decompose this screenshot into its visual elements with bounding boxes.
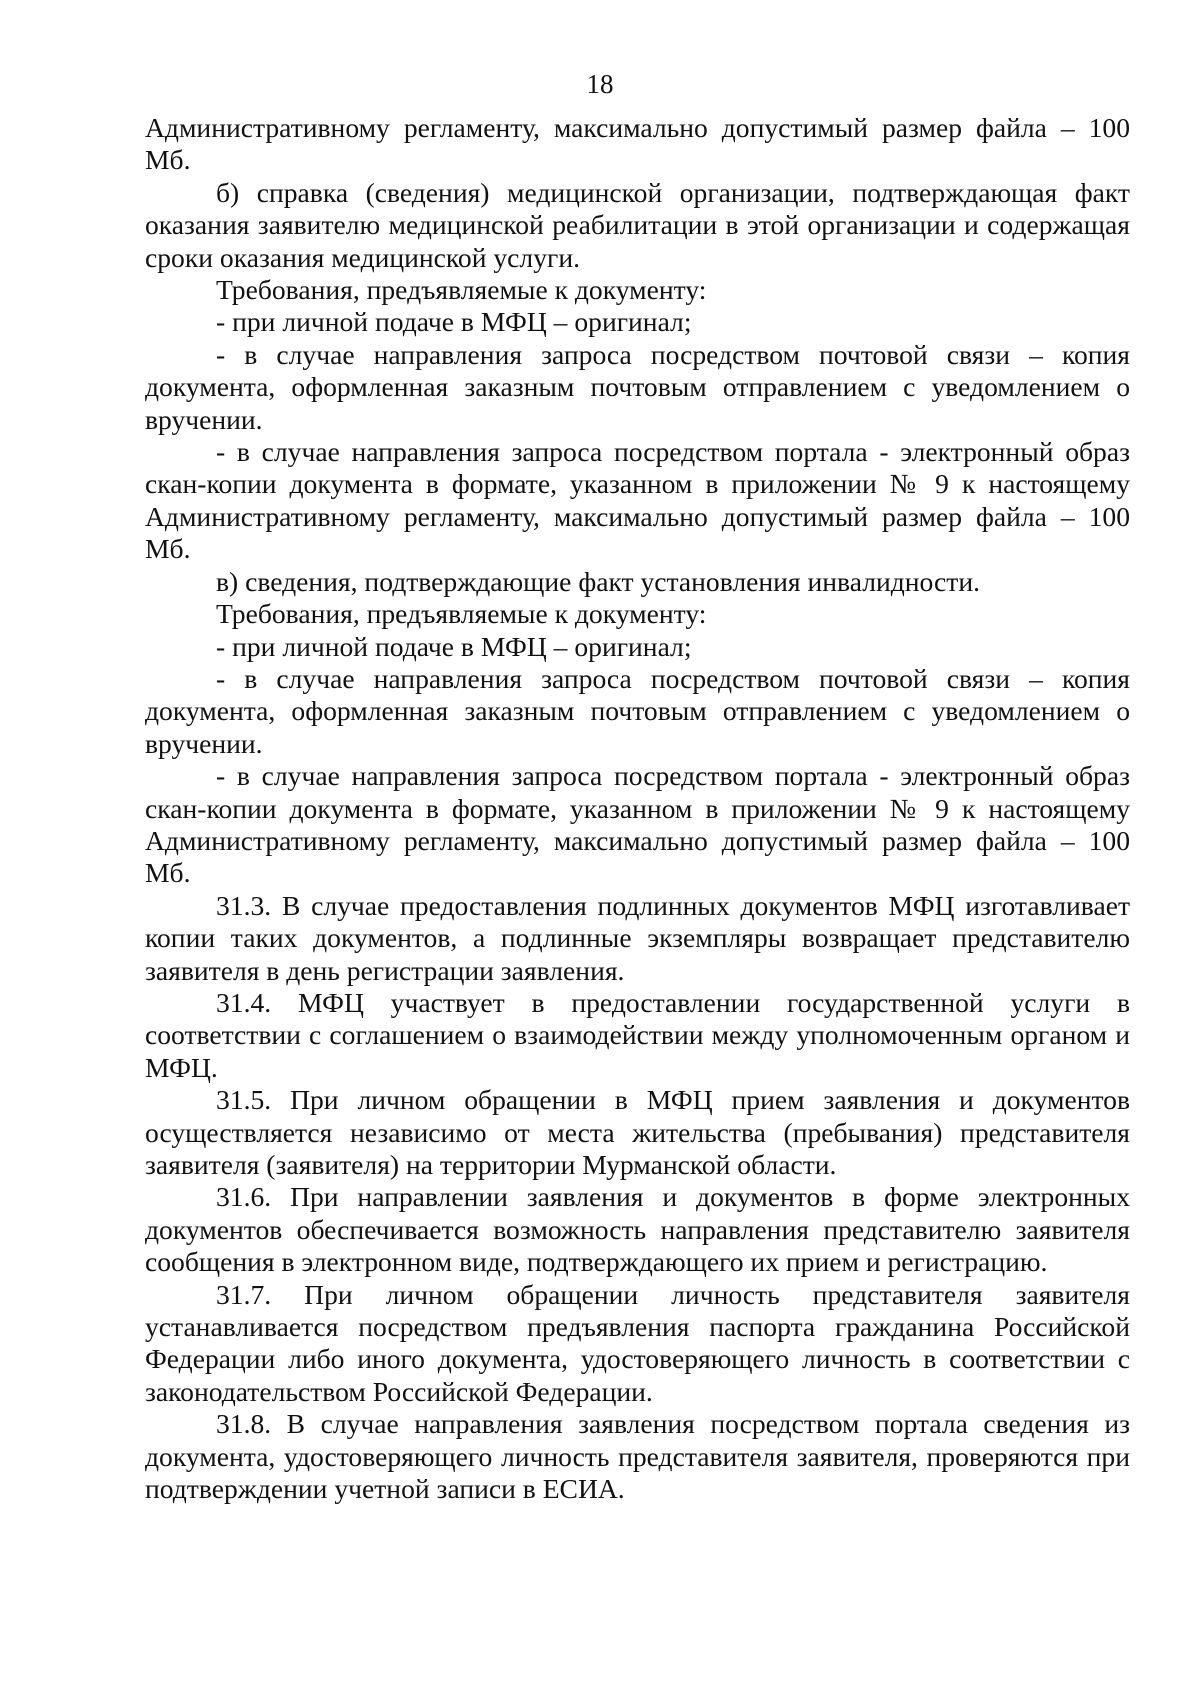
paragraph-31-4: 31.4. МФЦ участвует в предоставлении государственной услуги в соответствии с соглашением о взаимодействии между уполномоченным органом и МФЦ. bbox=[145, 986, 1130, 1083]
paragraph-31-3: 31.3. В случае предоставления подлинных документов МФЦ изготавливает копии таких документов, а подлинные экземпляры возвращает представителю заявителя в день регистрации заявления. bbox=[145, 889, 1130, 986]
paragraph-continuation: Административному регламенту, максимально допустимый размер файла – 100 Мб. bbox=[145, 112, 1130, 176]
paragraph-requirement-portal: - в случае направления запроса посредством портала - электронный образ скан-копии документа в формате, указанном в приложении № 9 к настоящему Административному регламенту, максимально допустимый размер файла – 100 Мб. bbox=[145, 760, 1130, 889]
paragraph-31-5: 31.5. При личном обращении в МФЦ прием заявления и документов осуществляется независимо от места жительства (пребывания) представителя заявителя (заявителя) на территории Мурманской области. bbox=[145, 1084, 1130, 1180]
paragraph-31-7: 31.7. При личном обращении личность представителя заявителя устанавливается посредством предъявления паспорта гражданина Российской Федерации либо иного документа, удостоверяющего личность в соответствии с законодательством Российской Федерации. bbox=[145, 1278, 1130, 1407]
paragraph-item-b: б) справка (сведения) медицинской организации, подтверждающая факт оказания заявителю медицинской реабилитации в этой организации и содержащая сроки оказания медицинской услуги. bbox=[145, 176, 1130, 273]
paragraph-item-v: в) сведения, подтверждающие факт установления инвалидности. bbox=[216, 565, 981, 597]
paragraph-requirements-heading: Требования, предъявляемые к документу: bbox=[216, 274, 707, 306]
paragraph-31-6: 31.6. При направлении заявления и документов в форме электронных документов обеспечивается возможность направления представителю заявителя сообщения в электронном виде, подтверждающего их прием и регистрацию. bbox=[145, 1181, 1130, 1278]
paragraph-requirement-in-person: - при личной подаче в МФЦ – оригинал; bbox=[216, 630, 692, 662]
document-body bbox=[145, 112, 1130, 1505]
paragraph-requirement-portal: - в случае направления запроса посредством портала - электронный образ скан-копии документа в формате, указанном в приложении № 9 к настоящему Административному регламенту, максимально допустимый размер файла – 100 Мб. bbox=[145, 436, 1130, 565]
paragraph-requirement-postal: - в случае направления запроса посредством почтовой связи – копия документа, оформленная заказным почтовым отправлением с уведомлением о вручении. bbox=[145, 662, 1130, 759]
paragraph-31-8: 31.8. В случае направления заявления посредством портала сведения из документа, удостоверяющего личность представителя заявителя, проверяются при подтверждении учетной записи в ЕСИА. bbox=[145, 1408, 1130, 1505]
paragraph-requirements-heading: Требования, предъявляемые к документу: bbox=[216, 598, 707, 630]
paragraph-requirement-in-person: - при личной подаче в МФЦ – оригинал; bbox=[216, 306, 692, 338]
paragraph-requirement-postal: - в случае направления запроса посредством почтовой связи – копия документа, оформленная заказным почтовым отправлением с уведомлением о вручении. bbox=[145, 338, 1130, 435]
page-number: 18 bbox=[586, 69, 614, 99]
